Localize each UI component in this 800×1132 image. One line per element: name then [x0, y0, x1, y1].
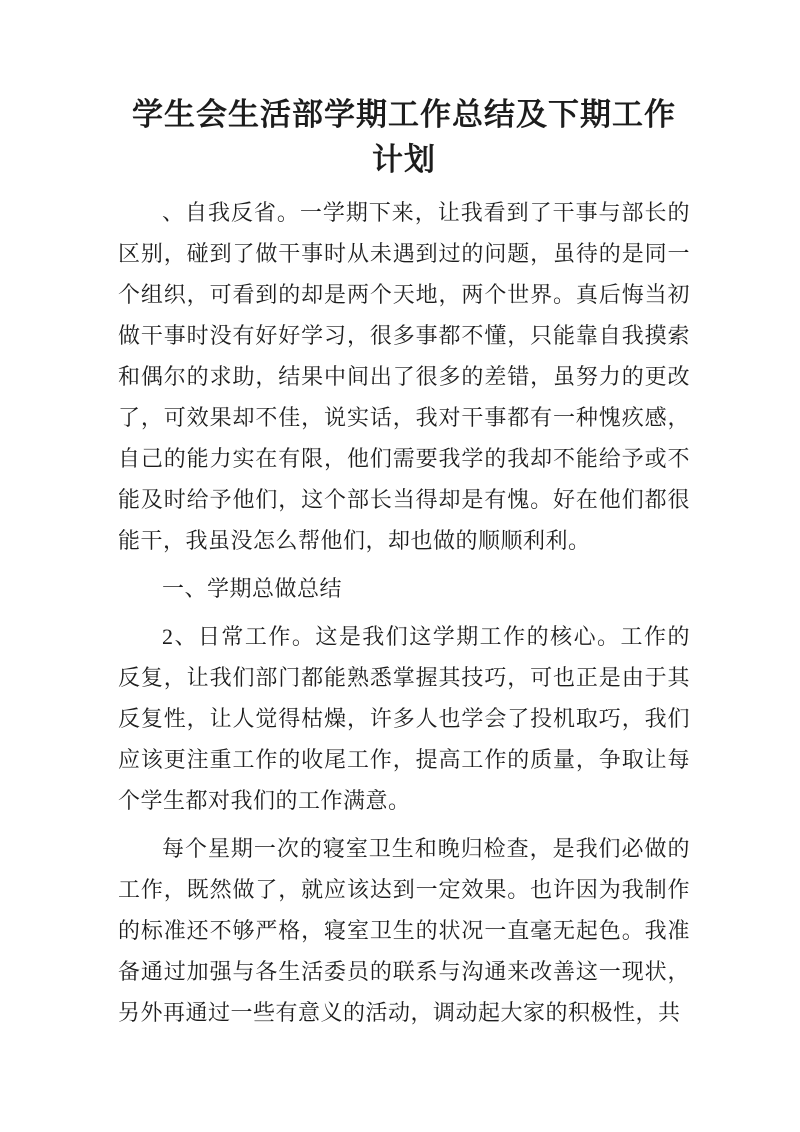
document-body	[118, 192, 690, 1033]
paragraph-section-heading-semester-summary: 一、学期总做总结	[162, 576, 343, 601]
paragraph-dorm-inspection: 每个星期一次的寝室卫生和晚归检查，是我们必做的工作，既然做了，就应该达到一定效果。也许因为我制作的标准还不够严格，寝室卫生的状况一直毫无起色。我准备通过加强与各生活委员的联系与沟通来改善这一现状，另外再通过一些有意义的活动，调动起大家的积极性，共	[118, 836, 690, 1025]
document-title-line-1: 学生会生活部学期工作总结及下期工作	[132, 97, 676, 132]
paragraph-daily-work: 2、日常工作。这是我们这学期工作的核心。工作的反复，让我们部门都能熟悉掌握其技巧，可也正是由于其反复性，让人觉得枯燥，许多人也学会了投机取巧，我们应该更注重工作的收尾工作，提高工作的质量，争取让每个学生都对我们的工作满意。	[118, 624, 690, 813]
document-content	[118, 92, 690, 1040]
paragraph-self-reflection: 、自我反省。一学期下来，让我看到了干事与部长的区别，碰到了做干事时从未遇到过的问题，虽待的是同一个组织，可看到的却是两个天地，两个世界。真后悔当初做干事时没有好好学习，很多事都不懂，只能靠自我摸索和偶尔的求助，结果中间出了很多的差错，虽努力的更改了，可效果却不佳，说实话，我对干事都有一种愧疚感，自己的能力实在有限，他们需要我学的我却不能给予或不能及时给予他们，这个部长当得却是有愧。好在他们都很能干，我虽没怎么帮他们，却也做的顺顺利利。	[118, 200, 690, 553]
document-title-line-2: 计划	[372, 142, 436, 177]
document-title	[118, 92, 690, 182]
